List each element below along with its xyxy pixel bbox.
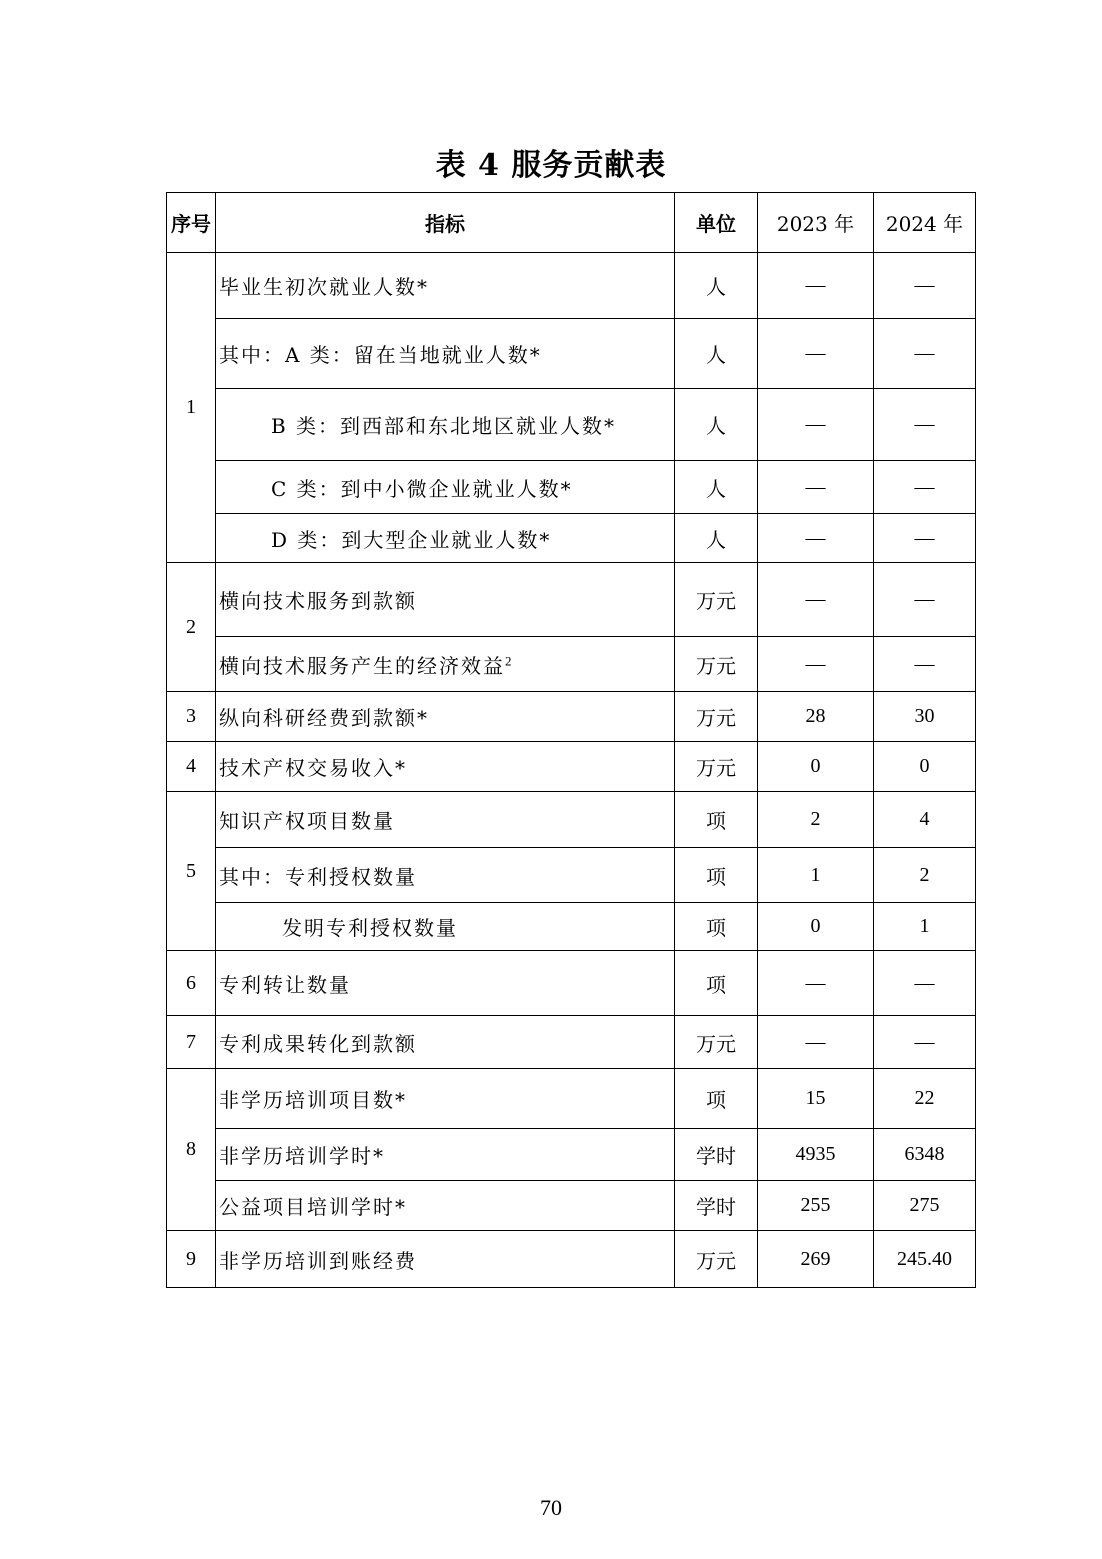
unit-cell: 万元 (675, 1016, 758, 1069)
indicator-cell: B 类：到西部和东北地区就业人数* (216, 389, 675, 461)
table-row (167, 563, 976, 637)
table-row (167, 319, 976, 389)
header-row (167, 193, 976, 253)
unit-cell: 万元 (675, 563, 758, 637)
seq-cell: 2 (167, 563, 216, 692)
indicator-cell: 专利成果转化到款额 (216, 1016, 675, 1069)
table-row (167, 1181, 976, 1231)
value-2024-cell: 0 (874, 742, 976, 792)
unit-cell: 人 (675, 514, 758, 563)
header-2023: 2023 年 (758, 193, 874, 253)
table-row (167, 1016, 976, 1069)
value-2024-cell: 1 (874, 903, 976, 951)
value-2023-cell: — (758, 319, 874, 389)
indicator-cell: 公益项目培训学时* (216, 1181, 675, 1231)
value-2024-cell: — (874, 389, 976, 461)
service-contribution-table (166, 192, 976, 1288)
value-2023-cell: — (758, 951, 874, 1016)
value-2024-cell: — (874, 637, 976, 692)
value-2024-cell: — (874, 951, 976, 1016)
table-row (167, 692, 976, 742)
footnote-marker: 2 (505, 652, 514, 668)
value-2024-cell: 4 (874, 792, 976, 848)
unit-cell: 项 (675, 1069, 758, 1129)
indicator-cell: 纵向科研经费到款额* (216, 692, 675, 742)
value-2023-cell: — (758, 563, 874, 637)
value-2023-cell: 0 (758, 903, 874, 951)
table-row (167, 1231, 976, 1288)
table-row (167, 389, 976, 461)
indicator-cell (216, 637, 675, 692)
unit-cell: 万元 (675, 1231, 758, 1288)
seq-cell: 1 (167, 253, 216, 563)
header-indicator: 指标 (216, 193, 675, 253)
unit-cell: 项 (675, 951, 758, 1016)
value-2024-cell: — (874, 319, 976, 389)
value-2024-cell: — (874, 461, 976, 514)
value-2024-cell: — (874, 514, 976, 563)
value-2024-cell: 22 (874, 1069, 976, 1129)
table-row (167, 514, 976, 563)
indicator-cell: 非学历培训项目数* (216, 1069, 675, 1129)
unit-cell: 万元 (675, 742, 758, 792)
seq-cell: 5 (167, 792, 216, 951)
value-2024-cell: — (874, 563, 976, 637)
table-row (167, 461, 976, 514)
value-2023-cell: 4935 (758, 1129, 874, 1181)
unit-cell: 万元 (675, 692, 758, 742)
seq-cell: 4 (167, 742, 216, 792)
table-row (167, 1069, 976, 1129)
seq-cell: 7 (167, 1016, 216, 1069)
indicator-cell: 知识产权项目数量 (216, 792, 675, 848)
value-2023-cell: 1 (758, 848, 874, 903)
value-2023-cell: 28 (758, 692, 874, 742)
header-2024: 2024 年 (874, 193, 976, 253)
indicator-cell: 专利转让数量 (216, 951, 675, 1016)
unit-cell: 人 (675, 389, 758, 461)
table-row (167, 848, 976, 903)
value-2024-cell: 6348 (874, 1129, 976, 1181)
unit-cell: 项 (675, 903, 758, 951)
value-2024-cell: 30 (874, 692, 976, 742)
indicator-cell: 技术产权交易收入* (216, 742, 675, 792)
value-2023-cell: — (758, 461, 874, 514)
unit-cell: 学时 (675, 1129, 758, 1181)
indicator-cell: 毕业生初次就业人数* (216, 253, 675, 319)
value-2023-cell: 0 (758, 742, 874, 792)
unit-cell: 人 (675, 253, 758, 319)
value-2024-cell: 245.40 (874, 1231, 976, 1288)
seq-cell: 8 (167, 1069, 216, 1231)
value-2023-cell: 15 (758, 1069, 874, 1129)
indicator-cell: 非学历培训学时* (216, 1129, 675, 1181)
value-2023-cell: 2 (758, 792, 874, 848)
table-row (167, 792, 976, 848)
value-2023-cell: — (758, 253, 874, 319)
value-2024-cell: 2 (874, 848, 976, 903)
unit-cell: 项 (675, 792, 758, 848)
indicator-cell: 其中：专利授权数量 (216, 848, 675, 903)
value-2023-cell: — (758, 637, 874, 692)
indicator-cell: C 类：到中小微企业就业人数* (216, 461, 675, 514)
indicator-text: 横向技术服务产生的经济效益 (219, 653, 505, 678)
indicator-cell: 发明专利授权数量 (216, 903, 675, 951)
value-2023-cell: — (758, 514, 874, 563)
seq-cell: 9 (167, 1231, 216, 1288)
table-title: 表 4 服务贡献表 (435, 148, 667, 183)
value-2024-cell: 275 (874, 1181, 976, 1231)
value-2024-cell: — (874, 1016, 976, 1069)
table-row (167, 742, 976, 792)
seq-cell: 6 (167, 951, 216, 1016)
unit-cell: 人 (675, 461, 758, 514)
unit-cell: 人 (675, 319, 758, 389)
value-2024-cell: — (874, 253, 976, 319)
table-row (167, 637, 976, 692)
table-row (167, 951, 976, 1016)
value-2023-cell: — (758, 1016, 874, 1069)
value-2023-cell: 269 (758, 1231, 874, 1288)
indicator-cell: 横向技术服务到款额 (216, 563, 675, 637)
unit-cell: 项 (675, 848, 758, 903)
indicator-cell: 非学历培训到账经费 (216, 1231, 675, 1288)
unit-cell: 学时 (675, 1181, 758, 1231)
value-2023-cell: — (758, 389, 874, 461)
unit-cell: 万元 (675, 637, 758, 692)
seq-cell: 3 (167, 692, 216, 742)
header-unit: 单位 (675, 193, 758, 253)
value-2023-cell: 255 (758, 1181, 874, 1231)
table-row (167, 1129, 976, 1181)
page-number: 70 (540, 1495, 562, 1520)
table-row (167, 253, 976, 319)
indicator-cell: 其中：A 类：留在当地就业人数* (216, 319, 675, 389)
indicator-cell: D 类：到大型企业就业人数* (216, 514, 675, 563)
table-row (167, 903, 976, 951)
header-seq: 序号 (167, 193, 216, 253)
